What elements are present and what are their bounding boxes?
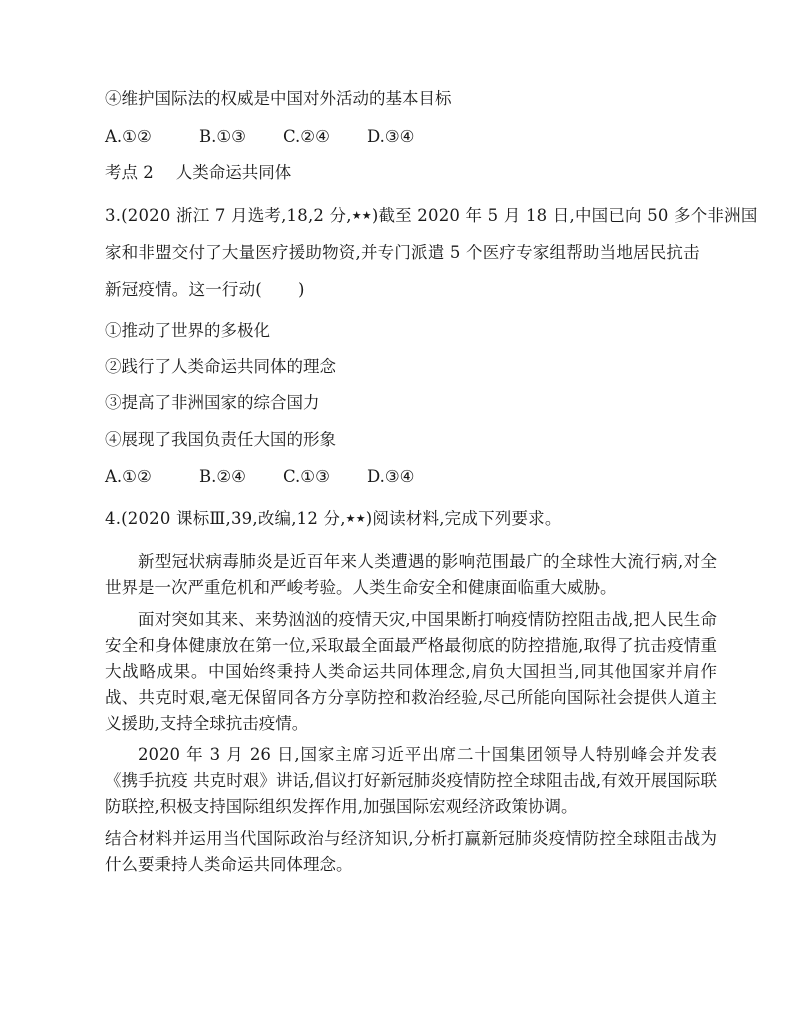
difficulty-star-icon: ★★	[345, 512, 366, 525]
prev-options	[105, 126, 414, 148]
q3-option-b: B.②④	[199, 467, 246, 486]
prev-option-a: A.①②	[105, 127, 152, 146]
q4-instruction: )阅读材料,完成下列要求。	[365, 509, 562, 528]
q3-item-4: ④展现了我国负责任大国的形象	[105, 430, 336, 449]
q3-stem-start: )截至 2020 年 5 月 18 日,中国已向 50 多个非洲国	[371, 206, 758, 225]
q3-paren-close: )	[297, 280, 305, 299]
q4-source: 4.(2020 课标Ⅲ,39,改编,12 分,	[105, 509, 346, 528]
q4-line-1	[105, 508, 705, 530]
q3-options	[105, 466, 414, 488]
section-label: 考点 2	[105, 163, 154, 182]
prev-option-c: C.②④	[283, 127, 330, 146]
q3-stem-end: 新冠疫情。这一行动(	[105, 280, 262, 299]
q3-option-d: D.③④	[367, 467, 415, 486]
material-paragraph-3: 2020 年 3 月 26 日,国家主席习近平出席二十国集团领导人特别峰会并发表《携手抗疫 共克时艰》讲话,倡议打好新冠肺炎疫情防控全球阻击战,有效开展国际联防联控,积极支持国际组织发挥作用,加强国际宏观经济政策协调。	[105, 745, 717, 816]
q3-line-3	[105, 279, 705, 301]
q3-item-3: ③提高了非洲国家的综合国力	[105, 393, 320, 412]
section-heading	[105, 162, 291, 184]
q3-line-1	[105, 205, 758, 227]
q3-option-c: C.①③	[283, 467, 330, 486]
prev-option-d: D.③④	[367, 127, 415, 146]
q4-task: 结合材料并运用当代国际政治与经济知识,分析打赢新冠肺炎疫情防控全球阻击战为什么要秉持人类命运共同体理念。	[105, 829, 717, 874]
q3-source: 3.(2020 浙江 7 月选考,18,2 分,	[105, 206, 352, 225]
prev-option-b: B.①③	[199, 127, 246, 146]
q3-line-2: 家和非盟交付了大量医疗援助物资,并专门派遣 5 个医疗专家组帮助当地居民抗击	[105, 243, 700, 262]
difficulty-star-icon: ★★	[351, 209, 372, 222]
section-title: 人类命运共同体	[175, 163, 292, 182]
q3-item-1: ①推动了世界的多极化	[105, 321, 270, 340]
prev-item-4: ④维护国际法的权威是中国对外活动的基本目标	[105, 89, 452, 108]
q3-item-2: ②践行了人类命运共同体的理念	[105, 357, 336, 376]
material-paragraph-2: 面对突如其来、来势汹汹的疫情天灾,中国果断打响疫情防控阻击战,把人民生命安全和身体健康放在第一位,采取最全面最严格最彻底的防控措施,取得了抗击疫情重大战略成果。中国始终秉持人类命运共同体理念,肩负大国担当,同其他国家并肩作战、共克时艰,毫无保留同各方分享防控和救治经验,尽己所能向国际社会提供人道主义援助,支持全球抗击疫情。	[105, 610, 717, 733]
material-paragraph-1: 新型冠状病毒肺炎是近百年来人类遭遇的影响范围最广的全球性大流行病,对全世界是一次严重危机和严峻考验。人类生命安全和健康面临重大威胁。	[105, 552, 717, 597]
q3-option-a: A.①②	[105, 467, 152, 486]
